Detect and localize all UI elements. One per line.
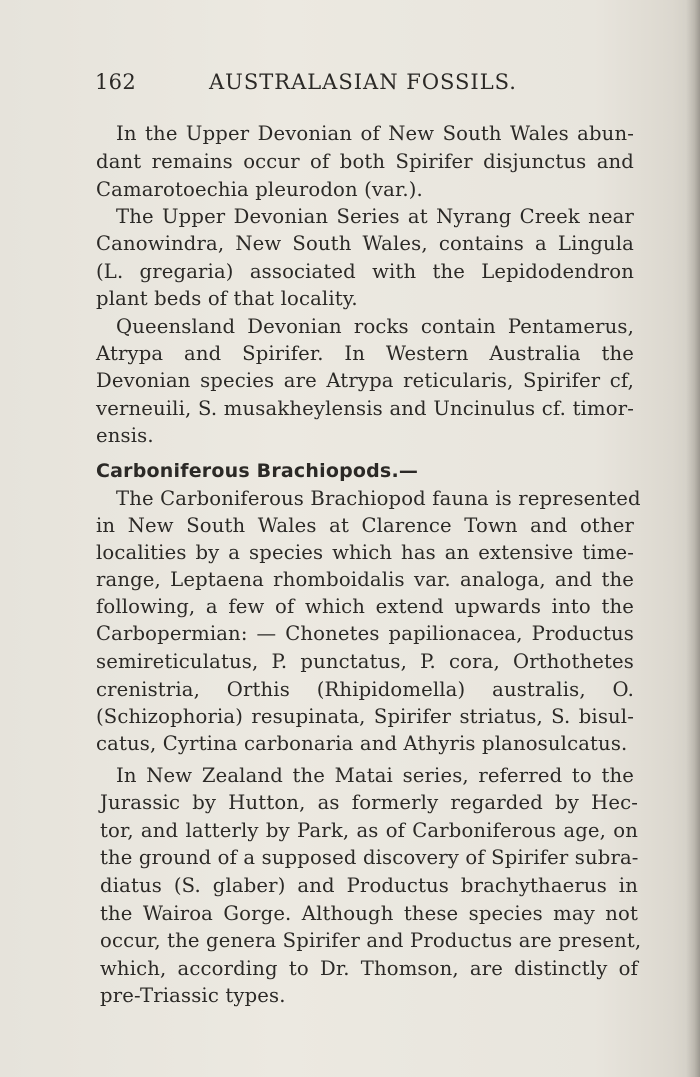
text-line: catus, Cyrtina carbonaria and Athyris planosulcatus. <box>96 732 628 755</box>
text-line: Canowindra, New South Wales, contains a Lingula <box>96 232 634 255</box>
text-line: (Schizophoria) resupinata, Spirifer striatus, S. bisul- <box>96 705 634 728</box>
text-line: which, according to Dr. Thomson, are distinctly of <box>100 957 638 980</box>
text-line: following, a few of which extend upwards into the <box>96 595 634 618</box>
text-line: crenistria, Orthis (Rhipidomella) australis, O. <box>96 678 634 701</box>
text-line: Devonian species are Atrypa reticularis, Spirifer cf, <box>96 369 634 392</box>
text-line: Jurassic by Hutton, as formerly regarded by Hec- <box>100 791 638 814</box>
text-line: the Wairoa Gorge. Although these species may not <box>100 902 638 925</box>
text-line: occur, the genera Spirifer and Productus are present, <box>100 929 642 952</box>
text-line: ensis. <box>96 424 154 447</box>
text-line: diatus (S. glaber) and Productus brachythaerus in <box>100 874 638 897</box>
text-line: in New South Wales at Clarence Town and other <box>96 514 634 537</box>
text-line: pre-Triassic types. <box>100 984 286 1007</box>
text-line: In New Zealand the Matai series, referred to the <box>116 764 634 787</box>
text-line: plant beds of that locality. <box>96 287 358 310</box>
text-line: In the Upper Devonian of New South Wales abun- <box>116 122 634 145</box>
section-heading: Carboniferous Brachiopods.— <box>96 460 419 482</box>
text-line: The Upper Devonian Series at Nyrang Creek near <box>116 205 634 228</box>
running-title: AUSTRALASIAN FOSSILS. <box>209 70 517 94</box>
text-line: The Carboniferous Brachiopod fauna is represented <box>116 487 641 510</box>
page-edge-shadow <box>686 0 700 1077</box>
text-line: range, Leptaena rhomboidalis var. analoga, and the <box>96 568 634 591</box>
page-number: 162 <box>95 70 136 94</box>
text-line: Queensland Devonian rocks contain Pentamerus, <box>116 315 634 338</box>
text-line: semireticulatus, P. punctatus, P. cora, Orthothetes <box>96 650 634 673</box>
text-line: dant remains occur of both Spirifer disjunctus and <box>96 150 634 173</box>
text-line: Carbopermian: — Chonetes papilionacea, Productus <box>96 622 634 645</box>
text-line: localities by a species which has an extensive time- <box>96 541 634 564</box>
text-line: Atrypa and Spirifer. In Western Australia the <box>96 342 634 365</box>
text-line: verneuili, S. musakheylensis and Uncinulus cf. timor- <box>96 397 634 420</box>
text-line: Camarotoechia pleurodon (var.). <box>96 178 423 201</box>
text-line: the ground of a supposed discovery of Spirifer subra- <box>100 846 639 869</box>
text-line: (L. gregaria) associated with the Lepidodendron <box>96 260 634 283</box>
text-line: tor, and latterly by Park, as of Carboniferous age, on <box>100 819 638 842</box>
page-header <box>95 70 635 102</box>
